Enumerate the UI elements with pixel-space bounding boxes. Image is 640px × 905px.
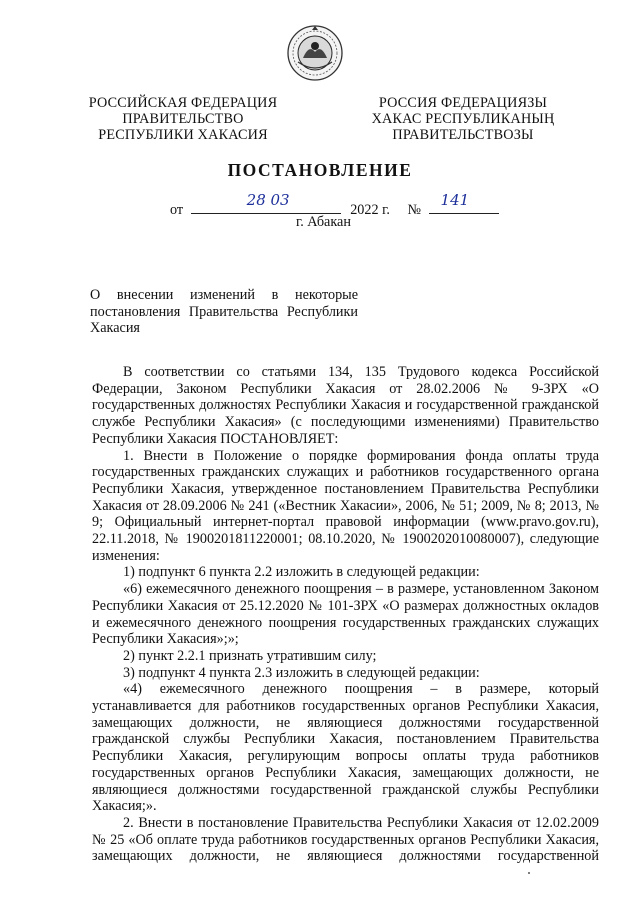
body-paragraph: В соответствии со статьями 134, 135 Трудового кодекса Российской Федерации, Законом Республики Хакасия от 28.02.2006 № 9-ЗРХ «О государственных должностях Республики Хакасия и государственной гражданской службе Республики Хакасия» (с последующими изменениями) Правительство Республики Хакасия ПОСТАНОВЛЯЕТ: xyxy=(92,364,599,447)
body-paragraph: 2. Внести в постановление Правительства Республики Хакасия от 12.02.2009 № 25 «Об оплате труда работников государственных органов Республики Хакасия, замещающих должности, не являющиеся должностями государственной xyxy=(92,814,599,865)
scan-speck xyxy=(528,872,530,874)
date-prefix: от xyxy=(170,202,184,218)
header-right-block xyxy=(358,95,568,143)
document-title: ПОСТАНОВЛЕНИЕ xyxy=(227,160,413,180)
year-text: 2022 г. xyxy=(350,202,390,218)
header-left-line: РЕСПУБЛИКИ ХАКАСИЯ xyxy=(98,127,268,143)
body-paragraph: 1) подпункт 6 пункта 2.2 изложить в следующей редакции: xyxy=(123,564,480,581)
handwritten-date: 28 03 xyxy=(246,191,290,209)
header-right-line: РОССИЯ ФЕДЕРАЦИЯЗЫ xyxy=(378,95,548,111)
document-body xyxy=(92,364,599,865)
body-paragraph: «4) ежемесячного денежного поощрения – в размере, который устанавливается для работников государственных органов Республики Хакасия, замещающих должности, не являющиеся должностями государственной гражданской службы Республики Хакасия, постановлением Правительства Республики Хакасия, регулирующим вопросы оплаты труда работников государственных органов Республики Хакасия, замещающих должности, не являющиеся должностями государственной гражданской службы Республики Хакасия;». xyxy=(92,681,599,815)
body-paragraph: 1. Внести в Положение о порядке формирования фонда оплаты труда государственных гражданских служащих и работников государственного органа Республики Хакасия, утвержденное постановлением Правительства Республики Хакасия от 28.09.2006 № 241 («Вестник Хакасии», 2006, № 51; 2009, № 8; 2013, № 9; Официальный интернет-портал правовой информации (www.pravo.gov.ru), 22.11.2018, № 1900201811220001; 08.10.2020, № 1900202010080007), следующие изменения: xyxy=(92,447,599,564)
header-right-line: ПРАВИТЕЛЬСТВОЗЫ xyxy=(392,127,534,143)
number-field xyxy=(429,191,499,214)
city: г. Абакан xyxy=(296,214,351,230)
body-paragraph: «6) ежемесячного денежного поощрения – в размере, установленном Законом Республики Хакасия от 25.12.2020 № 101-ЗРХ «О размерах должностных окладов и ежемесячного денежного поощрения государственных гражданских служащих Республики Хакасия»;»; xyxy=(92,581,599,648)
number-sign: № xyxy=(407,202,421,218)
header-left-line: ПРАВИТЕЛЬСТВО xyxy=(122,111,244,127)
header-left-block xyxy=(88,95,278,143)
coat-of-arms-icon xyxy=(285,22,345,82)
date-field xyxy=(191,191,341,214)
body-paragraph: 3) подпункт 4 пункта 2.3 изложить в следующей редакции: xyxy=(123,664,480,681)
header-right-line: ХАКАС РЕСПУБЛИКАНЫҢ xyxy=(371,111,555,127)
handwritten-number: 141 xyxy=(440,191,470,209)
document-subject: О внесении изменений в некоторые постановления Правительства Республики Хакасия xyxy=(90,287,358,336)
header-left-line: РОССИЙСКАЯ ФЕДЕРАЦИЯ xyxy=(88,95,278,111)
body-paragraph: 2) пункт 2.2.1 признать утратившим силу; xyxy=(123,647,377,664)
